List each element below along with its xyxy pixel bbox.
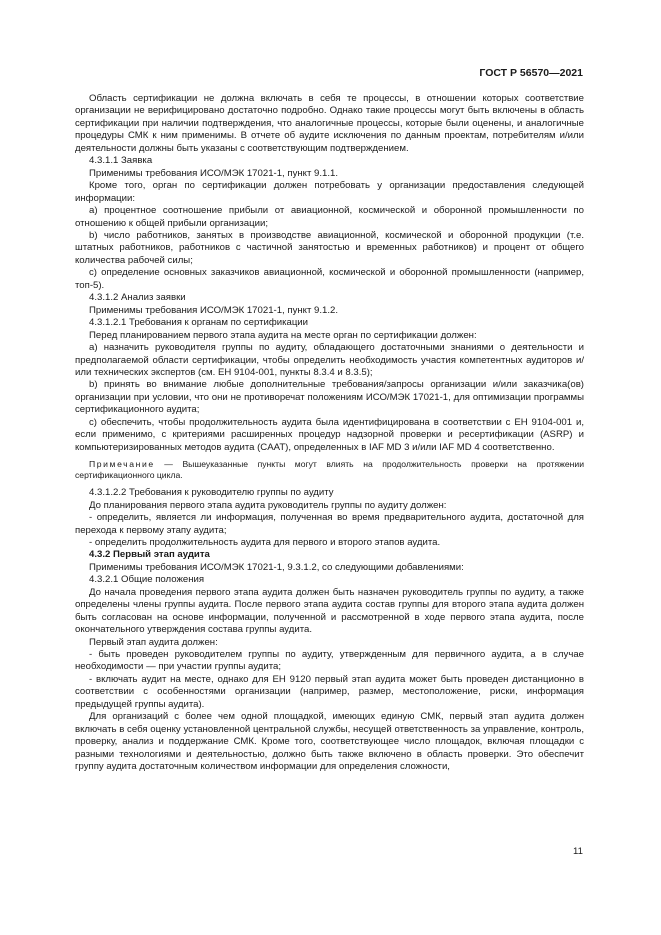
clause-title: 4.3.1.2.1 Требования к органам по сертификации (89, 317, 309, 329)
paragraph: Перед планированием первого этапа аудита на месте орган по сертификации должен: (89, 329, 477, 341)
document-id-header: ГОСТ Р 56570—2021 (479, 67, 583, 79)
clause-title: 4.3.2.1 Общие положения (89, 574, 205, 586)
clause-title: 4.3.1.1 Заявка (89, 155, 153, 167)
document-body (75, 93, 584, 774)
paragraph: Применимы требования ИСО/МЭК 17021-1, пункт 9.1.2. (89, 304, 339, 316)
paragraph: Для организаций с более чем одной площадкой, имеющих единую СМК, первый этап аудита должен включать в себя оценку установленной центральной службы, несущей ответственность за управление, контроль, проверку, анализ и поддержание СМК. Кроме того, соответствующее число площадок, включая площадки с разными технологиями и деятельностью, должно быть также включено в область проверки. Это обеспечит группу аудита достаточным количеством информации для определения сложности, (75, 711, 584, 773)
list-item: a) назначить руководителя группы по аудиту, обладающего достаточными знаниями о деятельности и предполагаемой области сертификации, чтобы определить необходимость участия компетентных аудиторов и/или технических экспертов (см. ЕН 9104-001, пункты 8.3.4 и 8.3.5); (75, 342, 584, 378)
list-item: c) определение основных заказчиков авиационной, космической и оборонной промышленности (например, топ-5). (75, 267, 584, 291)
paragraph: Применимы требования ИСО/МЭК 17021-1, 9.3.1.2, со следующими добавлениями: (89, 561, 464, 573)
list-item: - определить продолжительность аудита для первого и второго этапов аудита. (89, 536, 441, 548)
list-item: b) число работников, занятых в производстве авиационной, космической и оборонной продукции (т.е. штатных работников, работников с частичной занятостью и временных работников) и процент от общего количества рабочей силы; (75, 229, 584, 266)
list-item: - определить, является ли информация, полученная во время предварительного аудита, достаточной для перехода к первому этапу аудита; (75, 512, 584, 536)
section-heading: 4.3.2 Первый этап аудита (89, 549, 210, 561)
list-item: - включать аудит на месте, однако для ЕН 9120 первый этап аудита может быть проведен дистанционно в соответствии с особенностями организации (например, размер, местоположение, риски, информация предыдущей группы аудита). (75, 673, 584, 710)
note-text: — Вышеуказанные пункты могут влиять на продолжительность проверки на протяжении сертификационного цикла. (75, 459, 584, 481)
list-item: - быть проведен руководителем группы по аудиту, утвержденным для первичного аудита, а в случае необходимости — при участии группы аудита; (75, 649, 584, 673)
paragraph: Кроме того, орган по сертификации должен потребовать у организации предоставления следующей информации: (75, 180, 584, 204)
clause-title: 4.3.1.2.2 Требования к руководителю группы по аудиту (89, 487, 334, 499)
note-label: Примечание (89, 459, 155, 470)
paragraph: До планирования первого этапа аудита руководитель группы по аудиту должен: (89, 499, 447, 511)
paragraph: До начала проведения первого этапа аудита должен быть назначен руководитель группы по аудиту, а также определены члены группы аудита. После первого этапа аудита состав группы для второго этапа аудита должен быть согласован на основе информации, полученной и рассмотренной в ходе первого этапа аудита, после окончательного утверждения состава группы аудита. (75, 586, 584, 636)
list-item: a) процентное соотношение прибыли от авиационной, космической и оборонной промышленности по отношению к общей прибыли организации; (75, 205, 584, 229)
list-item: b) принять во внимание любые дополнительные требования/запросы организации и/или заказчика(ов) организации при условии, что они не противоречат положениям ИСО/МЭК 17021-1, для оптимизации программы сертификационного аудита; (75, 379, 584, 416)
clause-title: 4.3.1.2 Анализ заявки (89, 292, 186, 304)
page-number: 11 (573, 846, 583, 857)
paragraph: Применимы требования ИСО/МЭК 17021-1, пункт 9.1.1. (89, 167, 339, 179)
paragraph: Первый этап аудита должен: (89, 636, 218, 648)
list-item: c) обеспечить, чтобы продолжительность аудита была идентифицирована в соответствии с ЕН 9104-001 и, если применимо, с критериями расширенных процедур надзорной проверки и ресертификации (ASRP) и компьютеризированных методов аудита (CAAT), определенных в IAF MD 3 и/или IAF MD 4 соответственно. (75, 416, 584, 453)
paragraph: Область сертификации не должна включать в себя те процессы, в отношении которых соответствие организации не верифицировано достаточно подробно. Однако такие процессы могут быть включены в область сертификации при наличии подтверждения, что аналогичные процессы, которые были оценены, и аналогичные процедуры СМК к ним применимы. В отчете об аудите исключения по данным проектам, потребителям и/или деятельности должны быть указаны с соответствующим подтверждением. (75, 93, 584, 154)
note (75, 459, 584, 481)
